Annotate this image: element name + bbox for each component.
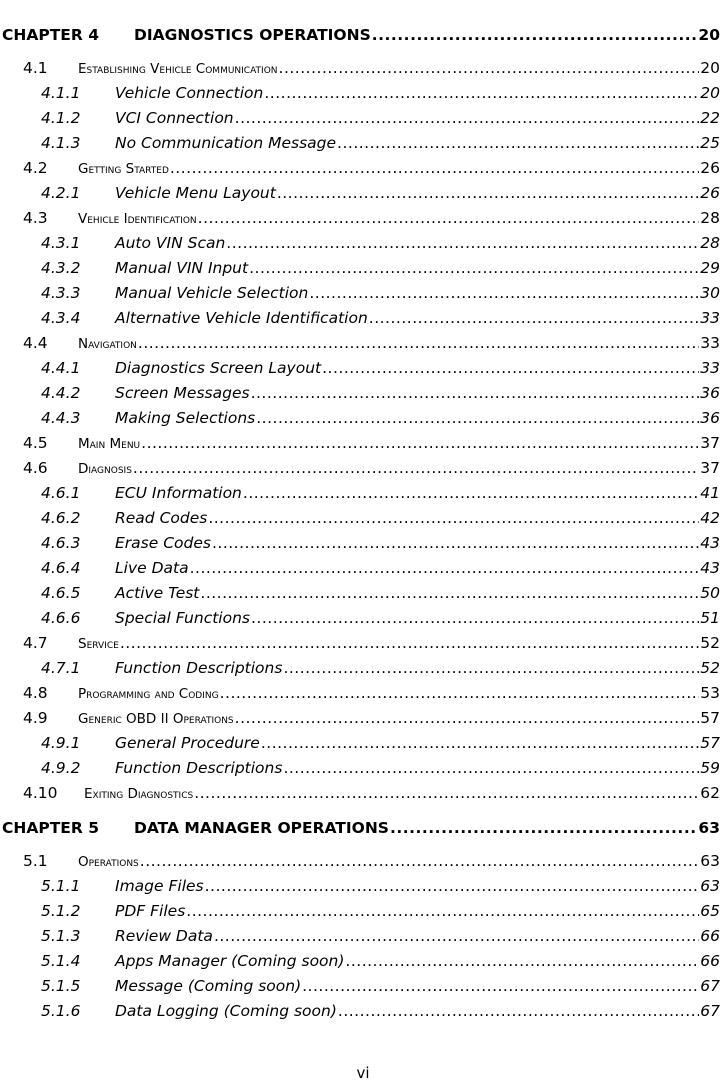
toc-entry-page: 36 [700, 409, 720, 427]
toc-entry-number: 4.3.1 [41, 234, 81, 252]
table-of-contents [0, 19, 726, 1020]
toc-entry[interactable] [0, 995, 726, 1020]
toc-entry[interactable] [0, 377, 726, 402]
toc-entry-title: DIAGNOSTICS OPERATIONS [134, 26, 371, 44]
toc-entry-title: Review Data [115, 927, 213, 945]
toc-entry-page: 22 [700, 109, 720, 127]
toc-entry-number: CHAPTER 5 [2, 819, 99, 837]
toc-entry-title: Manual Vehicle Selection [115, 284, 309, 302]
dot-leader [140, 852, 699, 870]
dot-leader [212, 534, 699, 552]
dot-leader [220, 684, 700, 702]
toc-entry[interactable] [0, 845, 726, 870]
toc-entry-title: No Communication Message [115, 134, 337, 152]
toc-entry-title: Manual VIN Input [115, 259, 249, 277]
dot-leader [251, 384, 700, 402]
toc-entry-number: 4.4.2 [41, 384, 81, 402]
toc-entry-title: PDF Files [115, 902, 186, 920]
dot-leader [186, 902, 699, 920]
toc-entry-page: 66 [700, 952, 720, 970]
toc-entry-title: Function Descriptions [115, 759, 283, 777]
toc-entry-title: Getting Started [78, 161, 169, 177]
toc-entry[interactable] [0, 945, 726, 970]
toc-entry[interactable] [0, 327, 726, 352]
toc-entry[interactable] [0, 895, 726, 920]
dot-leader [208, 509, 699, 527]
toc-entry-page: 25 [700, 134, 720, 152]
toc-entry-page: 33 [700, 359, 720, 377]
toc-chapter-entry[interactable] [0, 19, 726, 44]
toc-entry[interactable] [0, 652, 726, 677]
toc-entry-page: 43 [700, 559, 720, 577]
toc-entry-number: 4.6.6 [41, 609, 81, 627]
toc-entry-number: 4.1 [23, 59, 48, 77]
toc-entry-page: 62 [700, 784, 720, 802]
toc-entry-title: Making Selections [115, 409, 256, 427]
toc-entry-page: 26 [700, 184, 720, 202]
toc-entry-number: 4.8 [23, 684, 48, 702]
toc-entry[interactable] [0, 502, 726, 527]
toc-entry[interactable] [0, 152, 726, 177]
toc-entry-number: 4.5 [23, 434, 48, 452]
toc-entry[interactable] [0, 527, 726, 552]
dot-leader [133, 459, 699, 477]
toc-entry-number: 4.7.1 [41, 659, 81, 677]
toc-entry-page: 57 [700, 734, 720, 752]
toc-entry-title: VCI Connection [115, 109, 234, 127]
dot-leader [120, 634, 699, 652]
toc-entry-title: Main Menu [78, 436, 141, 452]
toc-entry[interactable] [0, 77, 726, 102]
toc-entry-number: 4.2 [23, 159, 48, 177]
toc-entry-title: Diagnostics Screen Layout [115, 359, 322, 377]
toc-entry-title: Vehicle Connection [115, 84, 264, 102]
dot-leader [337, 134, 699, 152]
toc-entry-number: 4.3.3 [41, 284, 81, 302]
toc-entry-page: 63 [698, 819, 720, 837]
dot-leader [141, 434, 699, 452]
dot-leader [302, 977, 699, 995]
toc-entry-title: Alternative Vehicle Identification [115, 309, 368, 327]
toc-entry-title: Live Data [115, 559, 189, 577]
dot-leader [214, 927, 699, 945]
toc-entry-title: Diagnosis [78, 461, 132, 477]
toc-entry[interactable] [0, 577, 726, 602]
toc-entry-title: Screen Messages [115, 384, 250, 402]
toc-entry-number: 4.3 [23, 209, 48, 227]
toc-entry[interactable] [0, 252, 726, 277]
toc-entry-number: 5.1.2 [41, 902, 81, 920]
dot-leader [345, 952, 699, 970]
toc-entry-number: 4.9.1 [41, 734, 81, 752]
toc-entry-page: 63 [700, 877, 720, 895]
toc-entry-number: 4.6.4 [41, 559, 81, 577]
toc-entry[interactable] [0, 102, 726, 127]
toc-entry-number: 4.9 [23, 709, 48, 727]
toc-entry-title: Read Codes [115, 509, 208, 527]
toc-entry-title: Programming and Coding [78, 686, 219, 702]
toc-entry-page: 43 [700, 534, 720, 552]
toc-entry-page: 50 [700, 584, 720, 602]
toc-entry[interactable] [0, 52, 726, 77]
dot-leader [283, 659, 699, 677]
toc-entry-page: 67 [700, 977, 720, 995]
toc-entry[interactable] [0, 402, 726, 427]
dot-leader [138, 334, 699, 352]
toc-entry-page: 30 [700, 284, 720, 302]
toc-entry[interactable] [0, 127, 726, 152]
dot-leader [390, 819, 697, 837]
toc-entry-page: 29 [700, 259, 720, 277]
toc-entry-title: Service [78, 636, 119, 652]
dot-leader [277, 184, 699, 202]
toc-entry[interactable] [0, 752, 726, 777]
toc-entry-page: 37 [700, 434, 720, 452]
toc-entry[interactable] [0, 452, 726, 477]
toc-entry[interactable] [0, 202, 726, 227]
toc-entry-page: 42 [700, 509, 720, 527]
toc-entry-number: CHAPTER 4 [2, 26, 99, 44]
dot-leader [251, 609, 699, 627]
dot-leader [283, 759, 699, 777]
toc-entry[interactable] [0, 427, 726, 452]
toc-entry-title: Erase Codes [115, 534, 211, 552]
dot-leader [372, 26, 698, 44]
toc-entry-number: 4.1.2 [41, 109, 81, 127]
dot-leader [190, 559, 700, 577]
toc-entry-title: Exiting Diagnostics [84, 786, 194, 802]
dot-leader [205, 877, 700, 895]
toc-entry-number: 5.1.3 [41, 927, 81, 945]
toc-entry-number: 5.1.5 [41, 977, 81, 995]
toc-entry-page: 26 [700, 159, 720, 177]
toc-entry-page: 20 [700, 59, 720, 77]
toc-entry-number: 4.6.2 [41, 509, 81, 527]
dot-leader [226, 234, 699, 252]
toc-entry-number: 5.1.1 [41, 877, 81, 895]
toc-entry-title: Special Functions [115, 609, 250, 627]
toc-entry[interactable] [0, 677, 726, 702]
toc-entry-title: Establishing Vehicle Communication [78, 61, 278, 77]
toc-entry-number: 4.1.3 [41, 134, 81, 152]
page-number: vi [356, 1064, 370, 1082]
dot-leader [322, 359, 699, 377]
toc-entry[interactable] [0, 477, 726, 502]
toc-entry-page: 57 [700, 709, 720, 727]
toc-entry-title: Data Logging (Coming soon) [115, 1002, 337, 1020]
toc-entry-page: 20 [700, 84, 720, 102]
toc-entry-number: 4.6.5 [41, 584, 81, 602]
toc-entry-page: 41 [700, 484, 720, 502]
dot-leader [369, 309, 699, 327]
toc-entry-title: Function Descriptions [115, 659, 283, 677]
toc-entry-number: 4.4 [23, 334, 48, 352]
toc-entry-number: 4.10 [23, 784, 58, 802]
toc-entry-number: 4.1.1 [41, 84, 81, 102]
toc-entry-page: 65 [700, 902, 720, 920]
toc-entry-number: 4.9.2 [41, 759, 81, 777]
dot-leader [264, 84, 699, 102]
toc-entry-page: 67 [700, 1002, 720, 1020]
toc-entry-page: 63 [700, 852, 720, 870]
toc-entry-number: 4.6.1 [41, 484, 81, 502]
toc-entry-number: 4.2.1 [41, 184, 81, 202]
toc-entry-number: 4.3.2 [41, 259, 81, 277]
toc-chapter-entry[interactable] [0, 812, 726, 837]
dot-leader [338, 1002, 699, 1020]
toc-entry-title: Vehicle Menu Layout [115, 184, 276, 202]
toc-entry-title: Navigation [78, 336, 137, 352]
toc-entry-number: 4.7 [23, 634, 48, 652]
dot-leader [309, 284, 699, 302]
toc-entry-number: 4.4.3 [41, 409, 81, 427]
toc-entry-page: 52 [700, 634, 720, 652]
toc-entry[interactable] [0, 702, 726, 727]
toc-entry-page: 36 [700, 384, 720, 402]
toc-entry[interactable] [0, 627, 726, 652]
toc-entry-title: Operations [78, 854, 139, 870]
dot-leader [256, 409, 699, 427]
toc-entry-page: 28 [700, 234, 720, 252]
toc-entry-title: Auto VIN Scan [115, 234, 226, 252]
toc-entry[interactable] [0, 302, 726, 327]
toc-entry-page: 66 [700, 927, 720, 945]
toc-entry-title: DATA MANAGER OPERATIONS [134, 819, 389, 837]
toc-entry-number: 4.6.3 [41, 534, 81, 552]
toc-entry-page: 20 [698, 26, 720, 44]
toc-entry[interactable] [0, 552, 726, 577]
toc-entry-title: Generic OBD II Operations [78, 711, 234, 727]
toc-entry-number: 5.1 [23, 852, 48, 870]
dot-leader [198, 209, 700, 227]
dot-leader [170, 159, 699, 177]
toc-entry-page: 33 [700, 334, 720, 352]
toc-entry-page: 51 [700, 609, 720, 627]
dot-leader [261, 734, 699, 752]
toc-entry[interactable] [0, 177, 726, 202]
dot-leader [235, 109, 700, 127]
dot-leader [200, 584, 699, 602]
toc-entry-page: 33 [700, 309, 720, 327]
toc-entry-number: 4.3.4 [41, 309, 81, 327]
toc-entry[interactable] [0, 352, 726, 377]
toc-entry[interactable] [0, 870, 726, 895]
toc-entry-page: 52 [700, 659, 720, 677]
toc-entry[interactable] [0, 777, 726, 802]
toc-entry-title: Message (Coming soon) [115, 977, 302, 995]
toc-entry[interactable] [0, 727, 726, 752]
toc-entry[interactable] [0, 227, 726, 252]
toc-entry[interactable] [0, 602, 726, 627]
toc-entry[interactable] [0, 277, 726, 302]
toc-entry-number: 5.1.6 [41, 1002, 81, 1020]
dot-leader [243, 484, 699, 502]
toc-entry-number: 4.6 [23, 459, 48, 477]
dot-leader [279, 59, 700, 77]
toc-entry-number: 5.1.4 [41, 952, 81, 970]
toc-entry-title: General Procedure [115, 734, 260, 752]
toc-entry[interactable] [0, 920, 726, 945]
dot-leader [249, 259, 699, 277]
toc-entry-title: Apps Manager (Coming soon) [115, 952, 345, 970]
toc-entry-title: Vehicle Identification [78, 211, 197, 227]
toc-entry-title: Active Test [115, 584, 200, 602]
toc-entry-page: 53 [700, 684, 720, 702]
toc-entry-page: 28 [700, 209, 720, 227]
dot-leader [235, 709, 700, 727]
toc-entry-page: 37 [700, 459, 720, 477]
toc-entry[interactable] [0, 970, 726, 995]
toc-entry-title: ECU Information [115, 484, 242, 502]
toc-entry-number: 4.4.1 [41, 359, 81, 377]
dot-leader [194, 784, 699, 802]
toc-entry-page: 59 [700, 759, 720, 777]
toc-entry-title: Image Files [115, 877, 204, 895]
